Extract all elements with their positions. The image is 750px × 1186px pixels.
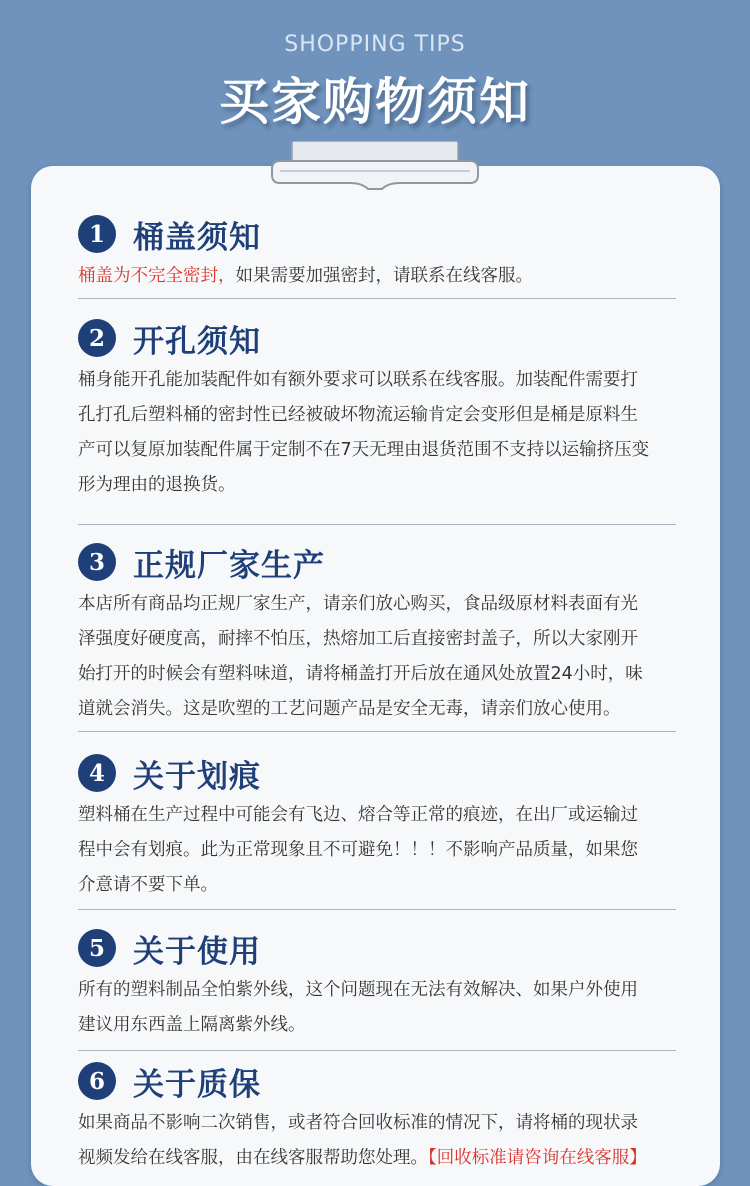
clipboard-clip-icon xyxy=(270,141,480,193)
section-header xyxy=(78,316,261,360)
section-title: 关于质保 xyxy=(133,1066,261,1103)
divider xyxy=(78,1050,676,1051)
warning-text: 桶盖为不完全密封， xyxy=(78,266,236,286)
section-text: 如果需要加强密封，请联系在线客服。 xyxy=(235,266,533,286)
divider xyxy=(78,909,676,910)
section-text: 如果商品不影响二次销售，或者符合回收标准的情况下，请将桶的现状录 视频发给在线客服，由在线客服帮助您处理。 xyxy=(78,1113,638,1168)
page-header xyxy=(0,0,750,160)
tips-card xyxy=(31,166,720,1186)
section-number-badge: 3 xyxy=(78,543,116,581)
section-number-badge: 2 xyxy=(78,319,116,357)
divider xyxy=(78,731,676,732)
divider xyxy=(78,298,676,299)
section-body: 塑料桶在生产过程中可能会有飞边、熔合等正常的痕迹，在出厂或运输过 程中会有划痕。此为正常现象且不可避免！！！不影响产品质量，如果您 介意请不要下单。 xyxy=(78,805,638,895)
section-body: 本店所有商品均正规厂家生产，请亲们放心购买，食品级原材料表面有光 泽强度好硬度高，耐摔不怕压，热熔加工后直接密封盖子，所以大家刚开 始打开的时候会有塑料味道，请将桶盖打开后放在通风处放置24小时，味 道就会消失。这是吹塑的工艺问题产品是安全无毒，请亲们放心使用。 xyxy=(78,594,643,719)
header-subtitle: SHOPPING TIPS xyxy=(284,32,466,57)
divider xyxy=(78,524,676,525)
section-number-badge: 6 xyxy=(78,1062,116,1100)
section-body xyxy=(78,1106,688,1176)
section-body: 桶身能开孔能加装配件如有额外要求可以联系在线客服。加装配件需要打 孔打孔后塑料桶的密封性已经被破坏物流运输肯定会变形但是桶是原料生 产可以复原加装配件属于定制不在7天无理由退货范围不支持以运输挤压变 形为理由的退换货。 xyxy=(78,370,650,495)
section-number-badge: 1 xyxy=(78,215,116,253)
section-body xyxy=(78,259,688,294)
section-title: 关于使用 xyxy=(133,933,261,970)
section-header xyxy=(78,926,261,970)
page-title: 买家购物须知 xyxy=(219,73,531,131)
section-title: 桶盖须知 xyxy=(133,219,261,256)
section-number-badge: 4 xyxy=(78,754,116,792)
section-header xyxy=(78,212,261,256)
section-body: 所有的塑料制品全怕紫外线，这个问题现在无法有效解决、如果户外使用 建议用东西盖上隔离紫外线。 xyxy=(78,980,638,1035)
section-header xyxy=(78,540,325,584)
section-title: 关于划痕 xyxy=(133,758,261,795)
section-title: 开孔须知 xyxy=(133,323,261,360)
section-header xyxy=(78,1059,261,1103)
section-title: 正规厂家生产 xyxy=(133,547,325,584)
section-header xyxy=(78,751,261,795)
section-number-badge: 5 xyxy=(78,929,116,967)
warning-text: 【回收标准请咨询在线客服】 xyxy=(428,1148,647,1168)
